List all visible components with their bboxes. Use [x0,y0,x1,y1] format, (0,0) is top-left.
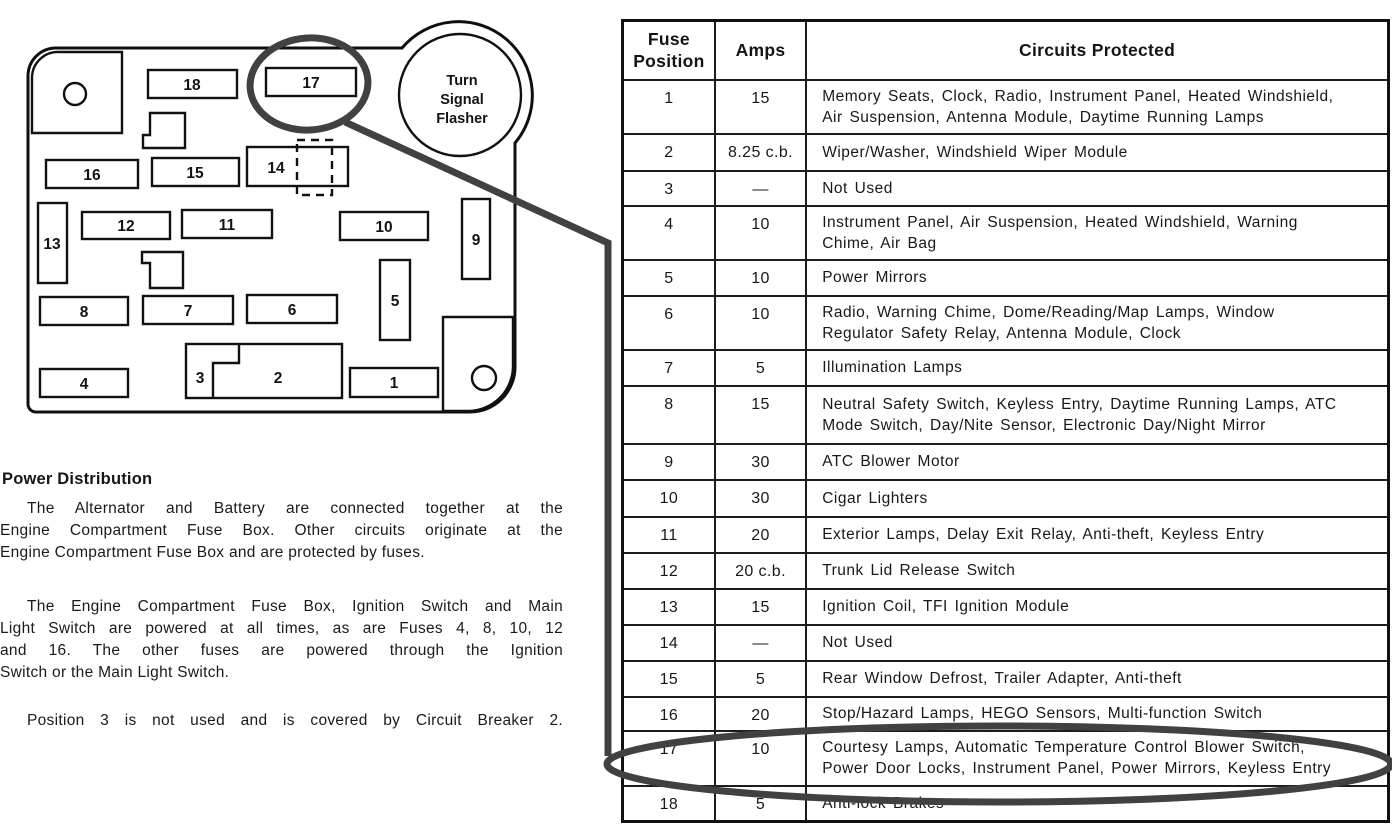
table-row [623,553,1389,589]
table-row-17-highlighted [623,731,1389,786]
fuse-7-label: 7 [183,303,193,320]
fuse-15-label: 15 [186,165,204,182]
fuse-12-label: 12 [117,218,135,235]
amps-cell: 5 [715,786,806,822]
amps-cell: 30 [715,480,806,517]
paragraph-line: and 16. The other fuses are powered through the Ignition [0,642,563,659]
circuits-cell: ATC Blower Motor [806,444,1388,480]
table-row [623,786,1389,822]
fuse-position-cell: 17 [623,731,715,786]
paragraph-1 [0,498,563,564]
fuse-position-cell: 11 [623,517,715,553]
circuits-cell: Memory Seats, Clock, Radio, Instrument Panel, Heated Windshield, Air Suspension, Antenna Module, Daytime Running Lamps [806,80,1388,134]
table-row [623,206,1389,260]
fuse-13-label: 13 [43,236,61,253]
fuse-position-cell: 3 [623,171,715,206]
amps-cell: 20 [715,517,806,553]
fuse-position-cell: 4 [623,206,715,260]
table-row [623,625,1389,661]
amps-cell: 15 [715,80,806,134]
fuse-2-label: 2 [273,370,283,387]
fuse-position-cell: 6 [623,296,715,350]
table-row [623,517,1389,553]
circuits-cell: Not Used [806,625,1388,661]
circuits-cell: Wiper/Washer, Windshield Wiper Module [806,134,1388,171]
circuits-cell: Radio, Warning Chime, Dome/Reading/Map Lamps, Window Regulator Safety Relay, Antenna Module, Clock [806,296,1388,350]
fuse-position-cell: 18 [623,786,715,822]
table-row [623,480,1389,517]
fuse-position-cell: 2 [623,134,715,171]
fuse-10-label: 10 [375,219,393,236]
relay-box [32,52,122,133]
amps-cell: 15 [715,589,806,625]
fuse-position-cell: 14 [623,625,715,661]
fuse-8-label: 8 [79,304,89,321]
circuits-cell: Power Mirrors [806,260,1388,296]
circuits-cell: Not Used [806,171,1388,206]
fuse-position-cell: 10 [623,480,715,517]
circuits-cell: Instrument Panel, Air Suspension, Heated Windshield, Warning Chime, Air Bag [806,206,1388,260]
table-row [623,80,1389,134]
amps-cell: 5 [715,350,806,386]
amps-cell: 10 [715,206,806,260]
circuits-cell: Rear Window Defrost, Trailer Adapter, Anti-theft [806,661,1388,697]
col-header-fuse-position: Fuse Position [623,21,715,80]
circuits-cell: Anti-lock Brakes [806,786,1388,822]
amps-cell: 10 [715,296,806,350]
fuse-position-cell: 9 [623,444,715,480]
amps-cell: — [715,171,806,206]
table-row [623,386,1389,444]
fuse-position-cell: 13 [623,589,715,625]
fuse-box-diagram [0,0,575,430]
fuse-position-cell: 12 [623,553,715,589]
fuse-table [621,19,1390,823]
amps-cell: 8.25 c.b. [715,134,806,171]
table-row [623,171,1389,206]
amps-cell: — [715,625,806,661]
table-row [623,350,1389,386]
amps-cell: 10 [715,260,806,296]
turn-signal-flasher-label-line2: Signal [440,92,484,108]
fuse-17-label: 17 [302,75,320,92]
circuits-cell: Ignition Coil, TFI Ignition Module [806,589,1388,625]
circuits-cell: Cigar Lighters [806,480,1388,517]
amps-cell: 15 [715,386,806,444]
table-row [623,589,1389,625]
amps-cell: 5 [715,661,806,697]
amps-cell: 30 [715,444,806,480]
fuse-18-label: 18 [183,77,201,94]
paragraph-line: Engine Compartment Fuse Box. Other circuits originate at the [0,522,563,539]
fuse-4-label: 4 [79,376,89,393]
amps-cell: 20 [715,697,806,731]
col-header-circuits: Circuits Protected [806,21,1388,80]
paragraph-line: The Alternator and Battery are connected together at the [27,500,563,517]
table-row [623,296,1389,350]
circuits-cell: Illumination Lamps [806,350,1388,386]
fuse-position-cell: 8 [623,386,715,444]
fuse-2-3-divider [213,344,239,398]
table-row [623,697,1389,731]
circuits-cell: Exterior Lamps, Delay Exit Relay, Anti-theft, Keyless Entry [806,517,1388,553]
paragraph-line: Engine Compartment Fuse Box and are protected by fuses. [0,544,425,561]
table-row [623,444,1389,480]
circuits-cell: Trunk Lid Release Switch [806,553,1388,589]
fuse-2-3-box [186,344,342,398]
circuits-cell: Courtesy Lamps, Automatic Temperature Control Blower Switch, Power Door Locks, Instrument Panel, Power Mirrors, Keyless Entry [806,731,1388,786]
fuse-position-cell: 7 [623,350,715,386]
turn-signal-flasher-label-line1: Turn [446,73,478,89]
fuse-14-label: 14 [267,160,285,177]
mounting-hole-bottom [472,366,496,390]
fuse-position-cell: 16 [623,697,715,731]
fuse-6-label: 6 [287,302,297,319]
table-row [623,134,1389,171]
paragraph-2 [0,596,563,684]
turn-signal-flasher-label-line3: Flasher [436,111,488,127]
table-row [623,260,1389,296]
amps-cell: 20 c.b. [715,553,806,589]
fuse-16-label: 16 [83,167,101,184]
table-row [623,661,1389,697]
fuse-9-label: 9 [471,232,481,249]
connector-l-shape-top [143,113,185,148]
fuse-position-cell: 5 [623,260,715,296]
amps-cell: 10 [715,731,806,786]
fuse-3-label: 3 [195,370,205,387]
fuse-11-label: 11 [218,217,236,234]
paragraph-line: Light Switch are powered at all times, as are Fuses 4, 8, 10, 12 [0,620,563,637]
fuse-1-label: 1 [389,375,399,392]
circuits-cell: Stop/Hazard Lamps, HEGO Sensors, Multi-function Switch [806,697,1388,731]
paragraph-3 [0,710,563,732]
fuse-position-cell: 15 [623,661,715,697]
table-header-row [623,21,1389,80]
mounting-hole-top [64,83,86,105]
section-heading: Power Distribution [2,470,153,488]
connector-l-shape-middle [142,252,183,288]
paragraph-line: Switch or the Main Light Switch. [0,664,230,681]
fuse-5-label: 5 [390,293,400,310]
paragraph-line: The Engine Compartment Fuse Box, Ignition Switch and Main [27,598,563,615]
circuits-cell: Neutral Safety Switch, Keyless Entry, Daytime Running Lamps, ATC Mode Switch, Day/Nite Sensor, Electronic Day/Night Mirror [806,386,1388,444]
paragraph-line: Position 3 is not used and is covered by Circuit Breaker 2. [27,712,563,729]
fuse-position-cell: 1 [623,80,715,134]
col-header-amps: Amps [715,21,806,80]
fuse-table-container [621,19,1390,823]
